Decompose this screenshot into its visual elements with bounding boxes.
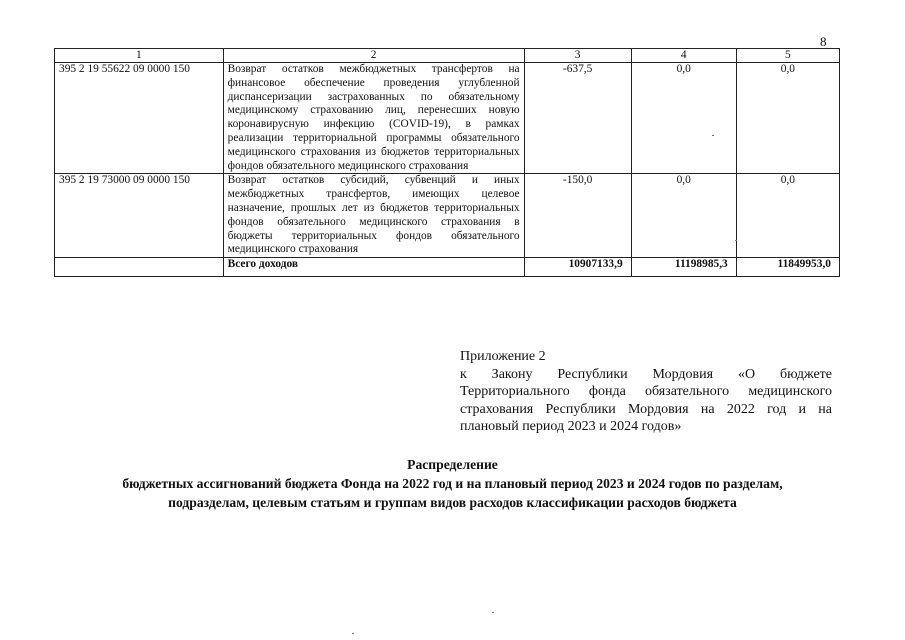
appendix-line: к Закону Республики Мордовия «О бюджете xyxy=(460,366,832,382)
section-title-heading: Распределение xyxy=(407,457,498,472)
appendix-note xyxy=(460,348,832,436)
appendix-heading: Приложение 2 xyxy=(460,349,546,364)
header-cell-4: 4 xyxy=(631,49,736,63)
value-2023-cell: 0,0 xyxy=(631,174,736,258)
page-number: 8 xyxy=(820,34,827,49)
budget-code-cell: 395 2 19 55622 09 0000 150 xyxy=(55,63,224,174)
scan-speck xyxy=(352,633,354,634)
section-title-line: подразделам, целевым статьям и группам видов расходов классификации расходов бюджета xyxy=(168,495,737,510)
section-title xyxy=(40,455,865,512)
header-cell-3: 3 xyxy=(524,49,631,63)
total-label-cell: Всего доходов xyxy=(223,258,524,277)
value-2022-cell: -637,5 xyxy=(524,63,631,174)
table-row xyxy=(55,174,840,258)
total-2024-cell: 11849953,0 xyxy=(736,258,839,277)
value-2022-cell: -150,0 xyxy=(524,174,631,258)
scan-speck xyxy=(492,612,494,613)
total-empty-cell xyxy=(55,258,224,277)
revenue-table xyxy=(54,48,840,277)
appendix-line: Территориального фонда обязательного медицинского xyxy=(460,384,832,400)
description-cell: Возврат остатков субсидий, субвенций и иных межбюджетных трансфертов, имеющих целевое назначение, прошлых лет из бюджетов территориальных фондов обязательного медицинского страхования в бюджеты территориальных фондов обязательного медицинского страхования xyxy=(223,174,524,258)
total-row xyxy=(55,258,840,277)
appendix-line: страхования Республики Мордовия на 2022 год и на xyxy=(460,401,832,417)
header-cell-2: 2 xyxy=(223,49,524,63)
budget-code-cell: 395 2 19 73000 09 0000 150 xyxy=(55,174,224,258)
appendix-line: плановый период 2023 и 2024 годов» xyxy=(460,419,682,435)
value-2023-cell: 0,0 xyxy=(631,63,736,174)
description-cell: Возврат остатков межбюджетных трансфертов на финансовое обеспечение проведения углубленной диспансеризации застрахованных по обязательному медицинскому страхованию лиц, перенесших новую коронавирусную инфекцию (COVID-19), в рамках реализации территориальной программы обязательного медицинского страхования из бюджетов территориальных фондов обязательного медицинского страхования xyxy=(223,63,524,174)
total-2022-cell: 10907133,9 xyxy=(524,258,631,277)
value-2024-cell: 0,0 xyxy=(736,174,839,258)
total-2023-cell: 11198985,3 xyxy=(631,258,736,277)
header-cell-1: 1 xyxy=(55,49,224,63)
scan-speck xyxy=(712,135,714,136)
table-header-row xyxy=(55,49,840,63)
scan-speck xyxy=(735,240,737,241)
table-row xyxy=(55,63,840,174)
header-cell-5: 5 xyxy=(736,49,839,63)
value-2024-cell: 0,0 xyxy=(736,63,839,174)
section-title-line: бюджетных ассигнований бюджета Фонда на 2022 год и на плановый период 2023 и 2024 годов по разделам, xyxy=(122,476,783,491)
